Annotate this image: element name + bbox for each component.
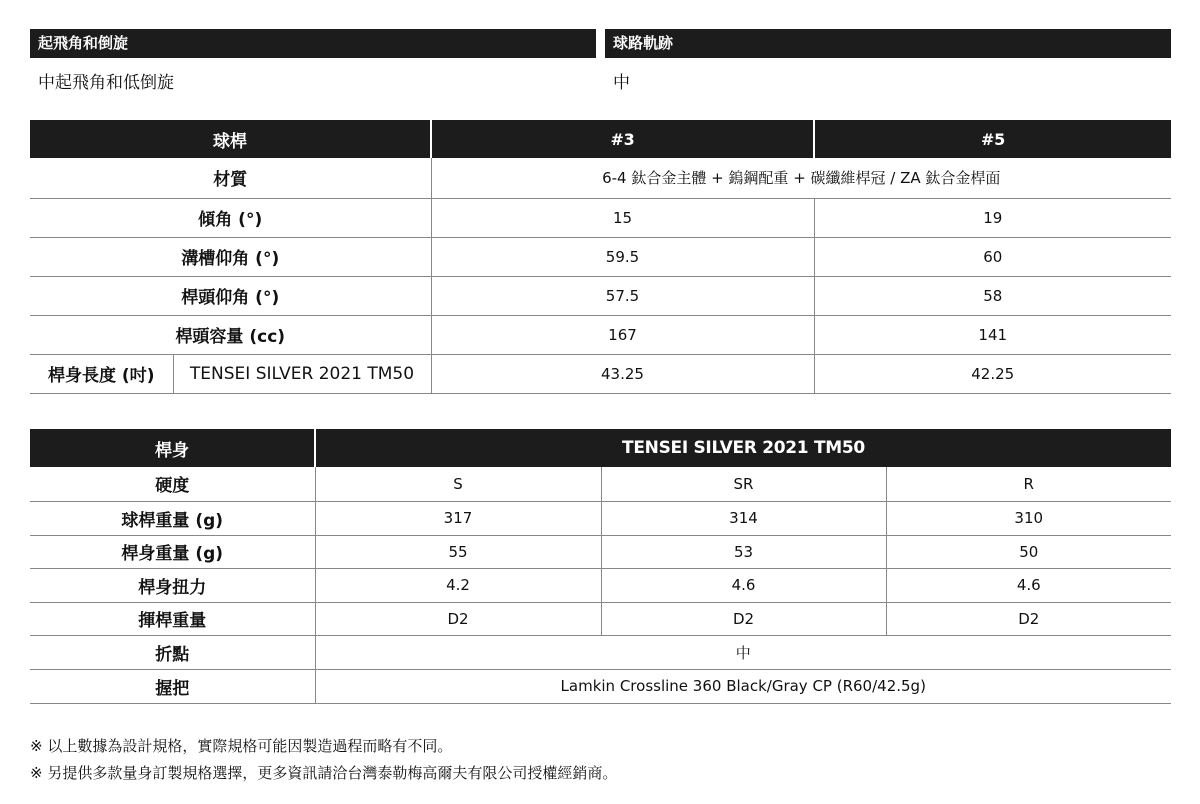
launch-value: 中起飛角和低倒旋 [38, 73, 174, 93]
club-specs-table [30, 120, 1171, 394]
head-volume-3-value: 167 [431, 315, 814, 354]
loft-5-value: 19 [814, 198, 1171, 237]
spec-row [30, 315, 1171, 354]
shaft-header-row [30, 429, 1171, 467]
shaft-weight-s-value: 55 [315, 535, 601, 568]
kick-point-label: 折點 [30, 635, 315, 669]
length-label: 桿身長度 (吋) [30, 354, 173, 393]
header-5-wood: #5 [814, 120, 1171, 158]
torque-r-value: 4.6 [886, 568, 1171, 602]
shaft-row [30, 467, 1171, 501]
flex-r-value: R [886, 467, 1171, 501]
length-3-value: 43.25 [431, 354, 814, 393]
head-volume-5-value: 141 [814, 315, 1171, 354]
kick-point-row [30, 635, 1171, 669]
footnote: ※ 以上數據為設計規格，實際規格可能因製造過程而略有不同。 [30, 737, 453, 755]
launch-label: 起飛角和倒旋 [30, 29, 596, 58]
shaft-specs-table [30, 429, 1171, 704]
material-row [30, 158, 1171, 198]
loft-3-value: 15 [431, 198, 814, 237]
groove-angle-label: 溝槽仰角 (°) [30, 237, 431, 276]
shaft-row [30, 535, 1171, 568]
header-club: 球桿 [30, 120, 431, 158]
spec-row [30, 237, 1171, 276]
flex-s-value: S [315, 467, 601, 501]
lie-angle-label: 桿頭仰角 (°) [30, 276, 431, 315]
launch-block [30, 29, 596, 93]
grip-label: 握把 [30, 669, 315, 703]
head-volume-label: 桿頭容量 (cc) [30, 315, 431, 354]
club-weight-r-value: 310 [886, 501, 1171, 535]
material-label: 材質 [30, 158, 431, 198]
shaft-row [30, 568, 1171, 602]
header-3-wood: #3 [431, 120, 814, 158]
shaft-row [30, 602, 1171, 635]
trajectory-value: 中 [613, 73, 630, 93]
spec-row [30, 276, 1171, 315]
grip-value: Lamkin Crossline 360 Black/Gray CP (R60/42.5g) [315, 669, 1171, 703]
material-value: 6-4 鈦合金主體 + 鎢鋼配重 + 碳纖維桿冠 / ZA 鈦合金桿面 [431, 158, 1171, 198]
swing-weight-s-value: D2 [315, 602, 601, 635]
shaft-weight-sr-value: 53 [601, 535, 886, 568]
shaft-row [30, 501, 1171, 535]
club-weight-sr-value: 314 [601, 501, 886, 535]
torque-s-value: 4.2 [315, 568, 601, 602]
torque-label: 桿身扭力 [30, 568, 315, 602]
shaft-header-value: TENSEI SILVER 2021 TM50 [315, 429, 1171, 467]
flex-label: 硬度 [30, 467, 315, 501]
shaft-weight-r-value: 50 [886, 535, 1171, 568]
club-weight-s-value: 317 [315, 501, 601, 535]
footnotes [30, 733, 617, 787]
length-row [30, 354, 1171, 393]
torque-sr-value: 4.6 [601, 568, 886, 602]
kick-point-value: 中 [315, 635, 1171, 669]
lie-angle-5-value: 58 [814, 276, 1171, 315]
shaft-weight-label: 桿身重量 (g) [30, 535, 315, 568]
groove-angle-3-value: 59.5 [431, 237, 814, 276]
lie-angle-3-value: 57.5 [431, 276, 814, 315]
length-shaft-name: TENSEI SILVER 2021 TM50 [173, 354, 431, 393]
swing-weight-sr-value: D2 [601, 602, 886, 635]
club-weight-label: 球桿重量 (g) [30, 501, 315, 535]
flex-sr-value: SR [601, 467, 886, 501]
grip-row [30, 669, 1171, 703]
length-5-value: 42.25 [814, 354, 1171, 393]
specs-header-row [30, 120, 1171, 158]
spec-row [30, 198, 1171, 237]
trajectory-label: 球路軌跡 [605, 29, 1171, 58]
footnote: ※ 另提供多款量身訂製規格選擇，更多資訊請洽台灣泰勒梅高爾夫有限公司授權經銷商。 [30, 764, 618, 782]
groove-angle-5-value: 60 [814, 237, 1171, 276]
shaft-header-label: 桿身 [30, 429, 315, 467]
swing-weight-r-value: D2 [886, 602, 1171, 635]
swing-weight-label: 揮桿重量 [30, 602, 315, 635]
loft-label: 傾角 (°) [30, 198, 431, 237]
trajectory-block [605, 29, 1171, 93]
